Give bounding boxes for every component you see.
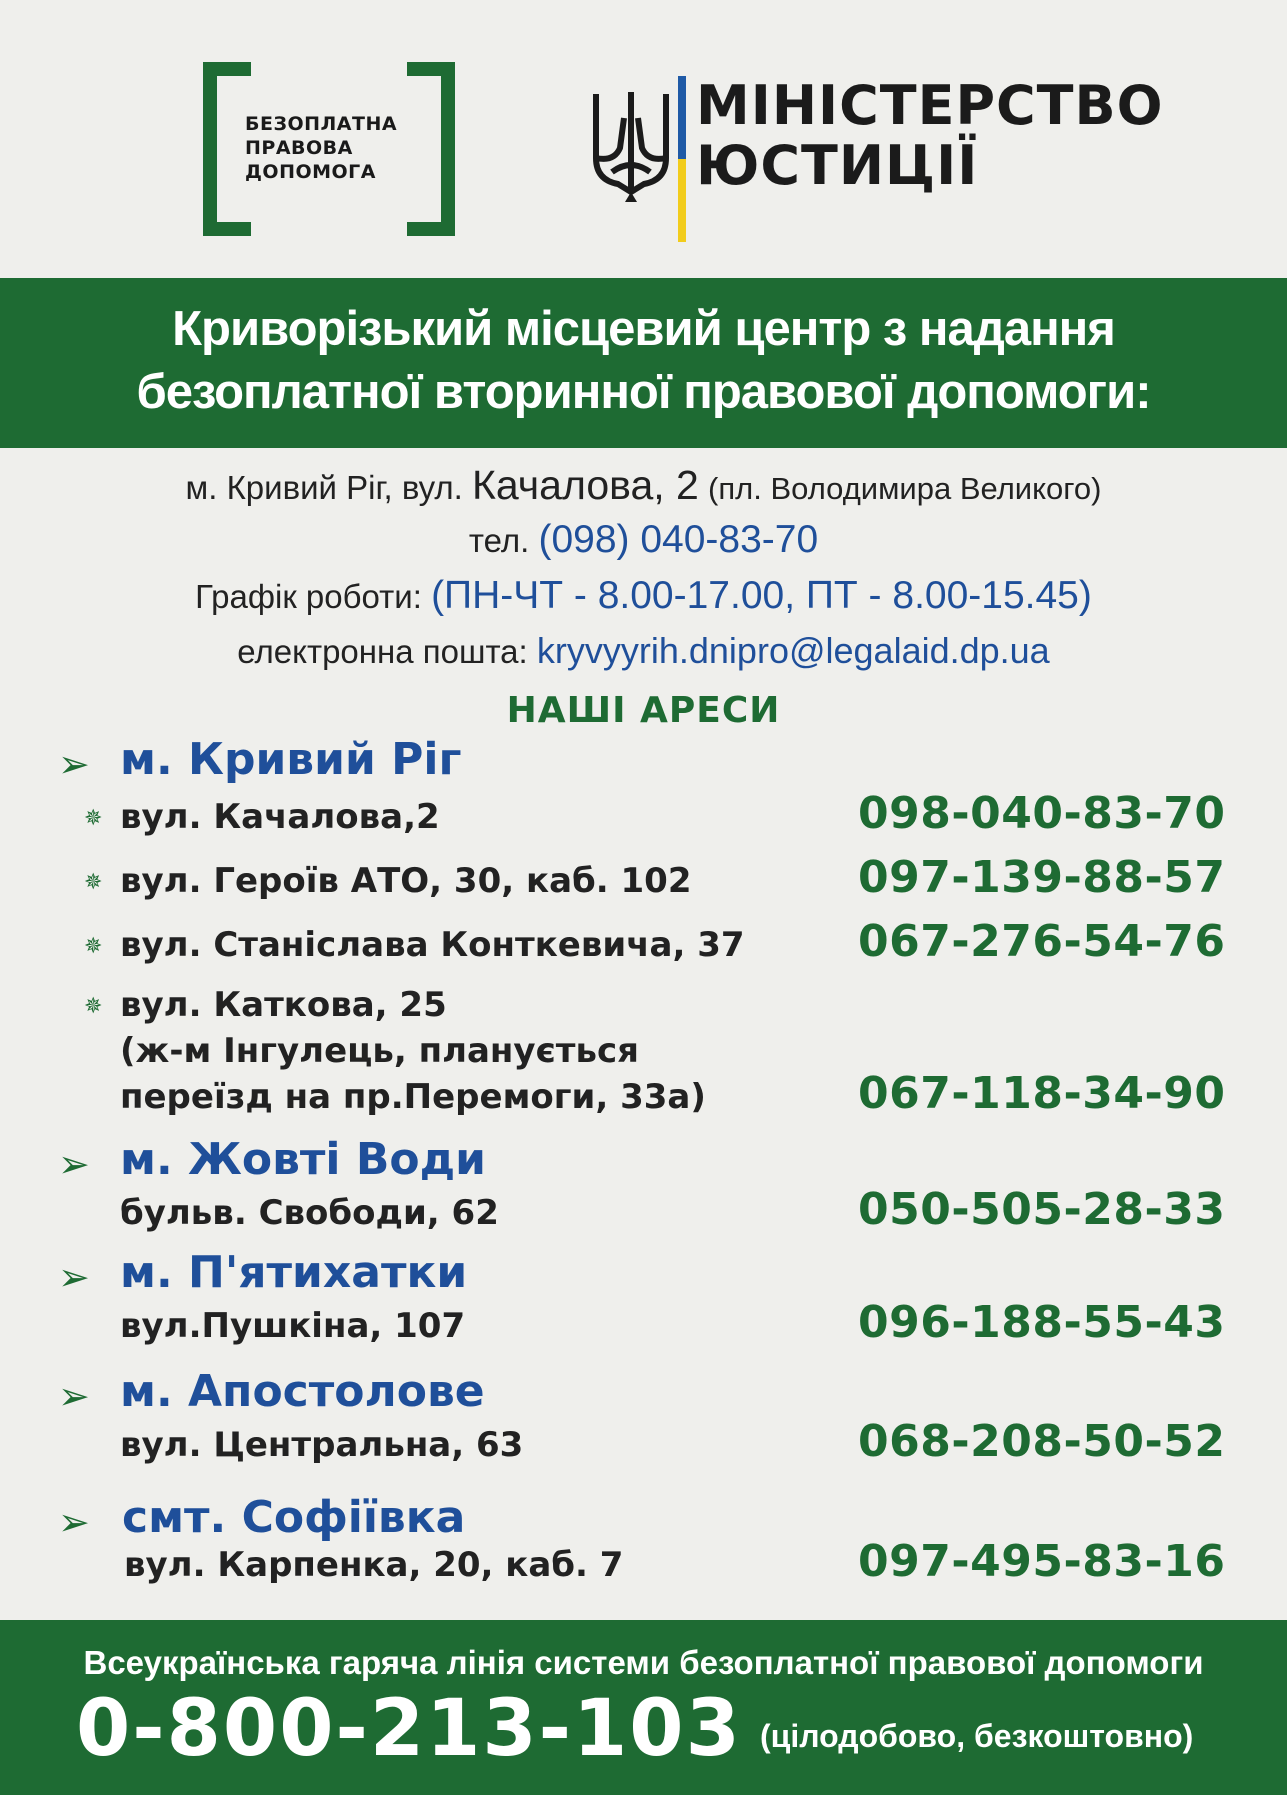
address-item: вул. Станіслава Конткевича, 37 [120,925,745,965]
city-apostolove: м. Апостолове [120,1366,485,1417]
phone-number[interactable]: 068-208-50-52 [858,1416,1226,1467]
ministry-of-justice-logo [590,74,1164,242]
work-schedule: Графік роботи: (ПН-ЧТ - 8.00-17.00, ПТ - 8.00-15.45) [195,574,1092,617]
address-item: вул. Каткова, 25 [120,985,447,1025]
address-item: вул. Центральна, 63 [120,1425,524,1465]
main-address: м. Кривий Ріг, вул. Качалова, 2 (пл. Володимира Великого) [185,462,1102,508]
hotline-number[interactable]: 0-800-213-103 [76,1684,742,1774]
phone-number[interactable]: 098-040-83-70 [858,788,1226,839]
address-item: вул.Пушкіна, 107 [120,1306,466,1346]
address-note: (ж-м Інгулець, планується [120,1031,639,1071]
arrow-icon: ➢ [58,1500,90,1544]
phone-number[interactable]: 097-139-88-57 [858,852,1226,903]
arrow-icon: ➢ [58,1374,90,1418]
center-title-banner: Криворізький місцевий центр з надання безоплатної вторинної правової допомоги: [0,278,1287,448]
hotline-footer [0,1620,1287,1795]
hotline-description: Всеукраїнська гаряча лінія системи безоплатної правової допомоги [83,1644,1204,1681]
star-bullet-icon: ✵ [84,870,103,895]
email-line: електронна пошта: kryvyyrih.dnipro@legalaid.dp.ua [237,630,1050,671]
phone-number[interactable]: 050-505-28-33 [858,1184,1226,1235]
address-item: вул. Качалова,2 [120,797,440,837]
main-phone: тел. (098) 040-83-70 [468,518,819,561]
address-note: переїзд на пр.Перемоги, 33а) [120,1077,706,1117]
city-zhovti-vody: м. Жовті Води [120,1134,486,1185]
our-addresses-title: НАШІ АРЕСИ [506,690,781,731]
star-bullet-icon: ✵ [84,994,103,1019]
city-piatykhatky: м. П'ятихатки [120,1247,468,1298]
phone-number[interactable]: 096-188-55-43 [858,1297,1226,1348]
ministry-title: МІНІСТЕРСТВО ЮСТИЦІЇ [696,74,1164,197]
legal-aid-logo-text: БЕЗОПЛАТНА ПРАВОВА ДОПОМОГА [245,113,398,183]
phone-number[interactable]: 067-276-54-76 [858,916,1226,967]
email-link[interactable]: kryvyyrih.dnipro@legalaid.dp.ua [536,630,1050,671]
address-item: вул. Героїв АТО, 30, каб. 102 [120,861,692,901]
trident-icon [590,88,672,204]
logo-bracket-left [203,62,251,236]
city-sofiivka: смт. Софіївка [122,1492,466,1543]
ukraine-flag-bar [678,76,686,242]
city-kryvyi-rih: м. Кривий Ріг [120,734,462,785]
star-bullet-icon: ✵ [84,806,103,831]
hotline-note: (цілодобово, безкоштовно) [760,1718,1194,1754]
phone-number[interactable]: 097-495-83-16 [858,1536,1226,1587]
arrow-icon: ➢ [58,742,90,786]
address-item: вул. Карпенка, 20, каб. 7 [124,1545,624,1585]
phone-number[interactable]: 067-118-34-90 [858,1068,1226,1119]
address-item: бульв. Свободи, 62 [120,1193,499,1233]
star-bullet-icon: ✵ [84,934,103,959]
legal-aid-logo [203,62,455,236]
arrow-icon: ➢ [58,1255,90,1299]
arrow-icon: ➢ [58,1142,90,1186]
